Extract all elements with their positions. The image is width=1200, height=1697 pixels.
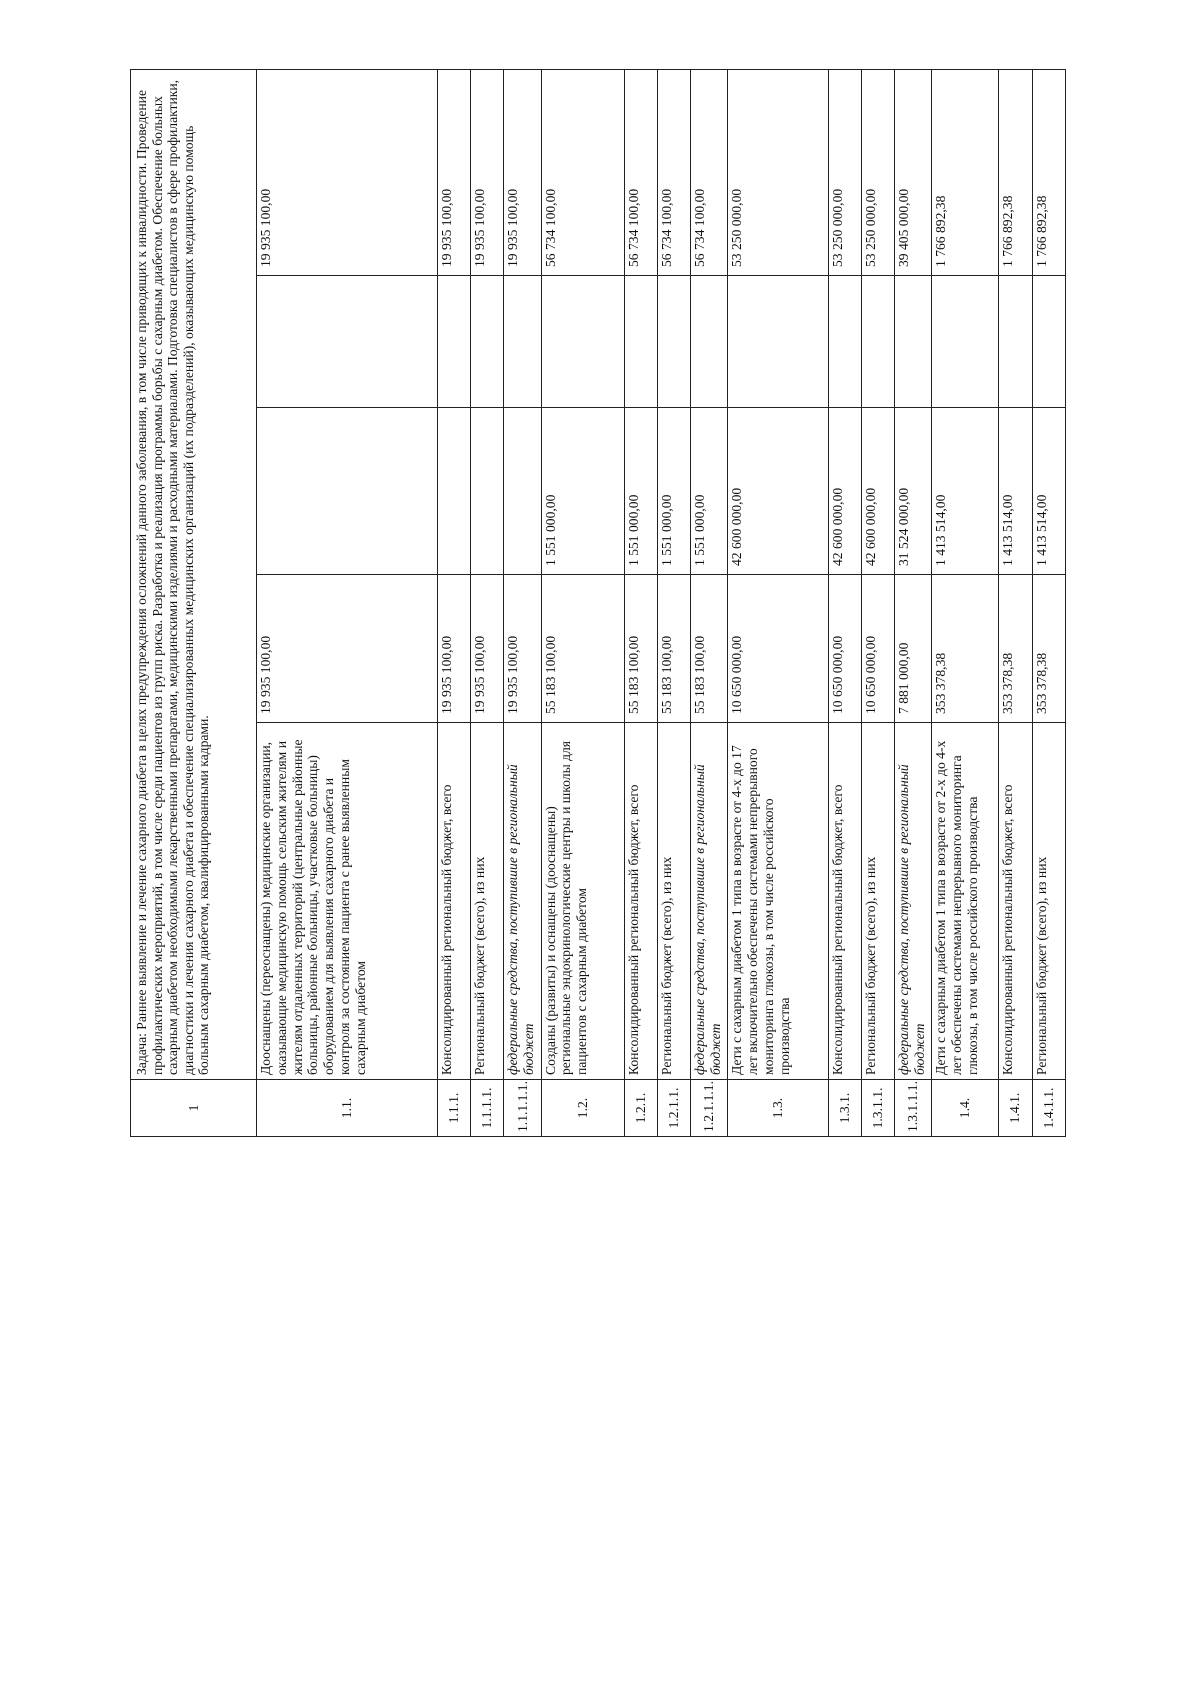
table-row [504, 69, 541, 1136]
value-col-1: 55 183 100,00 [657, 575, 690, 723]
task-row [131, 69, 257, 1136]
value-col-1: 7 881 000,00 [895, 575, 932, 723]
table-row [541, 69, 624, 1136]
value-col-1: 19 935 100,00 [471, 575, 504, 723]
value-col-2: 1 551 000,00 [541, 408, 624, 575]
row-label: Консолидированный региональный бюджет, всего [999, 723, 1032, 1080]
table-row [437, 69, 470, 1136]
row-label: Региональный бюджет (всего), из них [861, 723, 894, 1080]
value-total: 53 250 000,00 [861, 69, 894, 275]
row-label: Региональный бюджет (всего), из них [471, 723, 504, 1080]
value-col-1: 55 183 100,00 [624, 575, 657, 723]
value-col-1: 19 935 100,00 [504, 575, 541, 723]
value-col-3 [932, 276, 999, 408]
rotated-document-page [130, 70, 1066, 1137]
row-number: 1.1.1. [437, 1080, 470, 1137]
value-total: 53 250 000,00 [828, 69, 861, 275]
row-label: Региональный бюджет (всего), из них [1032, 723, 1065, 1080]
table-row [895, 69, 932, 1136]
task-description: Задача: Раннее выявление и лечение сахарного диабета в целях предупреждения осложнений данного заболевания, в том числе приводящих к инвалидности. Проведение профилактических мероприятий, в том числе среди пациентов из групп риска. Разработка и реализация программы борьбы с сахарным диабетом. Обеспечение больных сахарным диабетом необходимыми лекарственными препаратами, медицинскими изделиями и расходными материалами. Подготовка специалистов в сфере профилактики, диагностики и лечения сахарного диабета и обеспечение специализированных медицинских организаций (их подразделений), оказывающих медицинскую помощь больным сахарным диабетом, квалифицированными кадрами. [131, 69, 257, 1079]
value-total: 19 935 100,00 [504, 69, 541, 275]
value-col-2: 42 600 000,00 [828, 408, 861, 575]
row-number: 1.2.1. [624, 1080, 657, 1137]
row-label: федеральные средства, поступившие в региональный бюджет [691, 723, 728, 1080]
value-total: 19 935 100,00 [256, 69, 437, 275]
row-label: федеральные средства, поступившие в региональный бюджет [895, 723, 932, 1080]
table-row [657, 69, 690, 1136]
table-row [728, 69, 828, 1136]
value-col-1: 10 650 000,00 [861, 575, 894, 723]
value-col-3 [728, 276, 828, 408]
table-row [624, 69, 657, 1136]
row-number: 1.4. [932, 1080, 999, 1137]
task-number: 1 [131, 1080, 257, 1137]
value-col-1: 353 378,38 [932, 575, 999, 723]
value-col-3 [504, 276, 541, 408]
value-col-1: 55 183 100,00 [541, 575, 624, 723]
row-label: Дети с сахарным диабетом 1 типа в возрасте от 2-х до 4-х лет обеспечены системами непрерывного мониторинга глюкозы, в том числе российского производства [932, 723, 999, 1080]
table-row [256, 69, 437, 1136]
row-number: 1.4.1.1. [1032, 1080, 1065, 1137]
row-number: 1.3.1. [828, 1080, 861, 1137]
value-total: 56 734 100,00 [691, 69, 728, 275]
value-col-3 [999, 276, 1032, 408]
table-row [999, 69, 1032, 1136]
value-col-3 [624, 276, 657, 408]
row-number: 1.1.1.1. [471, 1080, 504, 1137]
row-number: 1.3.1.1.1. [895, 1080, 932, 1137]
row-number: 1.1.1.1.1. [504, 1080, 541, 1137]
value-col-3 [691, 276, 728, 408]
row-number: 1.3.1.1. [861, 1080, 894, 1137]
row-label: Консолидированный региональный бюджет, всего [437, 723, 470, 1080]
value-total: 53 250 000,00 [728, 69, 828, 275]
row-label: Дооснащены (переоснащены) медицинские организации, оказывающие медицинскую помощь сельским жителям и жителям отдаленных территорий (центральные районные больницы, районные больницы, участковые больницы) оборудованием для выявления сахарного диабета и контроля за состоянием пациента с ранее выявленным сахарным диабетом [256, 723, 437, 1080]
value-col-2 [437, 408, 470, 575]
value-col-2 [504, 408, 541, 575]
row-number: 1.2.1.1.1. [691, 1080, 728, 1137]
budget-table [130, 69, 1066, 1137]
value-col-1: 19 935 100,00 [256, 575, 437, 723]
value-total: 19 935 100,00 [471, 69, 504, 275]
row-number: 1.4.1. [999, 1080, 1032, 1137]
value-total: 19 935 100,00 [437, 69, 470, 275]
value-total: 1 766 892,38 [999, 69, 1032, 275]
value-total: 1 766 892,38 [1032, 69, 1065, 275]
table-row [1032, 69, 1065, 1136]
row-number: 1.1. [256, 1080, 437, 1137]
row-label: Консолидированный региональный бюджет, всего [624, 723, 657, 1080]
value-col-1: 10 650 000,00 [728, 575, 828, 723]
value-col-1: 353 378,38 [999, 575, 1032, 723]
row-number: 1.2. [541, 1080, 624, 1137]
value-col-2 [256, 408, 437, 575]
value-total: 56 734 100,00 [657, 69, 690, 275]
value-col-1: 55 183 100,00 [691, 575, 728, 723]
value-col-3 [861, 276, 894, 408]
row-label: федеральные средства, поступившие в региональный бюджет [504, 723, 541, 1080]
value-col-3 [541, 276, 624, 408]
value-total: 56 734 100,00 [624, 69, 657, 275]
value-col-2 [471, 408, 504, 575]
value-col-3 [437, 276, 470, 408]
value-col-3 [1032, 276, 1065, 408]
value-total: 39 405 000,00 [895, 69, 932, 275]
value-col-2: 1 551 000,00 [691, 408, 728, 575]
value-col-2: 1 413 514,00 [999, 408, 1032, 575]
value-col-2: 42 600 000,00 [728, 408, 828, 575]
table-row [861, 69, 894, 1136]
value-col-2: 1 413 514,00 [1032, 408, 1065, 575]
table-row [471, 69, 504, 1136]
value-col-3 [471, 276, 504, 408]
value-col-2: 31 524 000,00 [895, 408, 932, 575]
table-row [828, 69, 861, 1136]
row-label: Консолидированный региональный бюджет, всего [828, 723, 861, 1080]
value-col-1: 10 650 000,00 [828, 575, 861, 723]
row-number: 1.3. [728, 1080, 828, 1137]
value-col-2: 1 551 000,00 [657, 408, 690, 575]
value-col-1: 353 378,38 [1032, 575, 1065, 723]
value-col-3 [256, 276, 437, 408]
value-col-3 [895, 276, 932, 408]
value-col-3 [828, 276, 861, 408]
value-col-2: 1 551 000,00 [624, 408, 657, 575]
value-total: 1 766 892,38 [932, 69, 999, 275]
row-label: Региональный бюджет (всего), из них [657, 723, 690, 1080]
row-label: Созданы (развиты) и оснащены (дооснащены) региональные эндокринологические центры и школы для пациентов с сахарным диабетом [541, 723, 624, 1080]
table-row [932, 69, 999, 1136]
row-number: 1.2.1.1. [657, 1080, 690, 1137]
value-col-2: 42 600 000,00 [861, 408, 894, 575]
value-total: 56 734 100,00 [541, 69, 624, 275]
value-col-2: 1 413 514,00 [932, 408, 999, 575]
row-label: Дети с сахарным диабетом 1 типа в возрасте от 4-х до 17 лет включительно обеспечены системами непрерывного мониторинга глюкозы, в том числе российского производства [728, 723, 828, 1080]
value-col-3 [657, 276, 690, 408]
value-col-1: 19 935 100,00 [437, 575, 470, 723]
table-row [691, 69, 728, 1136]
